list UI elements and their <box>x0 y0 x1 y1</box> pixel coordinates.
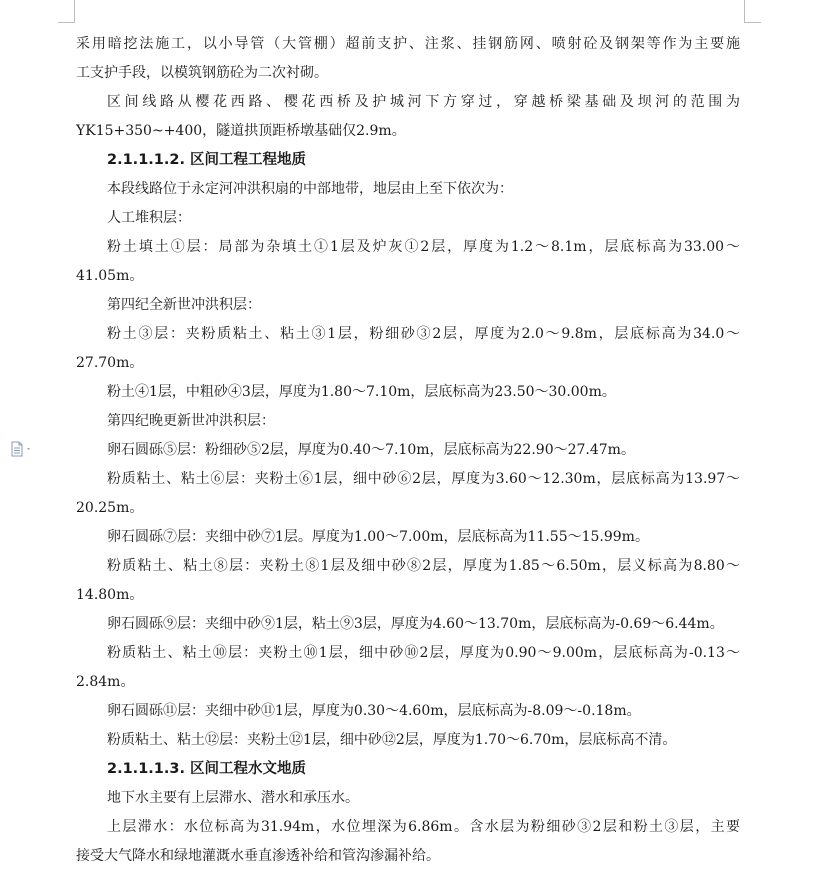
page-corner-mark-right <box>744 0 761 23</box>
paragraph-line: 人工堆积层： <box>107 210 191 226</box>
paragraph-line: 卵石圆砾⑤层：粉细砂⑤2层，厚度为0.40～7.10m，层底标高为22.90～27.47m。 <box>107 442 635 458</box>
paragraph-line: 上层滞水：水位标高为31.94m，水位埋深为6.86m。含水层为粉细砂③2层和粉土③层，主要 <box>107 819 740 835</box>
paragraph-line: 粉质粘土、粘土⑥层：夹粉土⑥1层，细中砂⑥2层，厚度为3.60～12.30m，层底标高为13.97～ <box>107 471 740 487</box>
paragraph-line: 20.25m。 <box>76 500 144 516</box>
paragraph-line: 第四纪全新世冲洪积层： <box>107 297 261 313</box>
paragraph-line: 接受大气降水和绿地灌溉水垂直渗透补给和管沟渗漏补给。 <box>76 848 440 864</box>
paragraph-line: 地下水主要有上层滞水、潜水和承压水。 <box>107 790 359 806</box>
paragraph-line: 区间线路从樱花西路、樱花西桥及护城河下方穿过，穿越桥梁基础及坝河的范围为 <box>107 94 740 110</box>
paragraph-line: 粉质粘土、粘土⑫层：夹粉土⑫1层，细中砂⑫2层，厚度为1.70～6.70m，层底标高不清。 <box>107 732 677 748</box>
paragraph-line: 14.80m。 <box>76 587 144 603</box>
paragraph-line: 卵石圆砾⑪层：夹细中砂⑪1层，厚度为0.30～4.60m，层底标高为-8.09～-0.18m。 <box>107 703 641 719</box>
page-corner-mark-left <box>58 0 75 23</box>
paragraph-line: 卵石圆砾⑨层：夹细中砂⑨1层，粘土⑨3层，厚度为4.60～13.70m，层底标高为-0.69～6.44m。 <box>107 616 724 632</box>
document-body <box>76 30 740 871</box>
paragraph-line: 粉质粘土、粘土⑧层：夹粉土⑧1层及细中砂⑧2层，厚度为1.85～6.50m，层义标高为8.80～ <box>107 558 740 574</box>
paragraph-line: 卵石圆砾⑦层：夹细中砂⑦1层。厚度为1.00～7.00m，层底标高为11.55～15.99m。 <box>107 529 649 545</box>
paragraph-line: 粉土填土①层：局部为杂填土①1层及炉灰①2层，厚度为1.2～8.1m，层底标高为33.00～ <box>107 239 740 255</box>
paragraph-line: 本段线路位于永定河冲洪积扇的中部地带，地层由上至下依次为： <box>107 181 513 197</box>
paragraph-line: 2.84m。 <box>76 674 135 690</box>
paragraph-line: 采用暗挖法施工，以小导管（大管棚）超前支护、注浆、挂钢筋网、喷射砼及钢架等作为主要施 <box>76 36 740 52</box>
document-icon[interactable] <box>10 441 36 457</box>
paragraph-line: YK15+350~+400，隧道拱顶距桥墩基础仅2.9m。 <box>76 123 406 139</box>
paragraph-line: 粉土④1层，中粗砂④3层，厚度为1.80～7.10m，层底标高为23.50～30.00m。 <box>107 384 616 400</box>
paragraph-line: 27.70m。 <box>76 355 144 371</box>
paragraph-line: 粉土③层：夹粉质粘土、粘土③1层，粉细砂③2层，厚度为2.0～9.8m，层底标高为34.0～ <box>107 326 740 342</box>
section-heading: 2.1.1.1.3. 区间工程水文地质 <box>107 761 307 777</box>
section-heading: 2.1.1.1.2. 区间工程工程地质 <box>107 152 307 168</box>
paragraph-line: 工支护手段，以模筑钢筋砼为二次衬砌。 <box>76 65 328 81</box>
paragraph-line: 第四纪晚更新世冲洪积层： <box>107 413 275 429</box>
paragraph-line: 粉质粘土、粘土⑩层：夹粉土⑩1层，细中砂⑩2层，厚度为0.90～9.00m，层底标高为-0.13～ <box>107 645 740 661</box>
paragraph-line: 41.05m。 <box>76 268 144 284</box>
